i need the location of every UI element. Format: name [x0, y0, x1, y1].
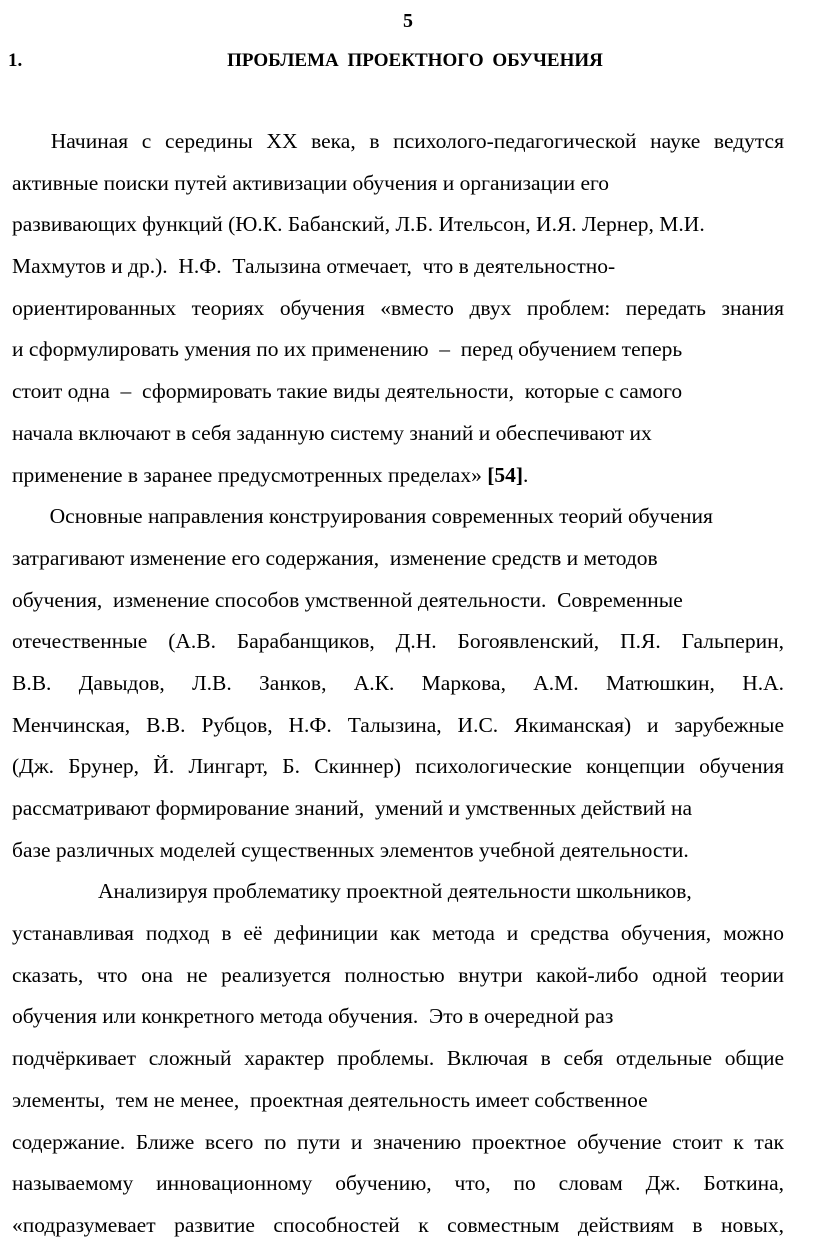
text-line	[12, 746, 784, 788]
text-line	[12, 955, 784, 997]
body-text	[12, 121, 784, 1247]
text-line	[12, 163, 784, 205]
text-line	[12, 1163, 784, 1205]
text-line	[12, 663, 784, 705]
section-heading	[0, 48, 816, 74]
text-line-content: содержание. Ближе всего по пути и значению проектное обучение стоит к так	[12, 1129, 784, 1154]
text-line-content: В.В. Давыдов, Л.В. Занков, А.К. Маркова, А.М. Матюшкин, Н.А.	[12, 670, 784, 695]
text-line	[12, 580, 784, 622]
text-line-content: рассматривают формирование знаний, умений и умственных действий на	[12, 796, 693, 820]
text-line-content: Начиная с середины XX века, в психолого-педагогической науке ведутся	[50, 129, 784, 153]
text-line	[12, 496, 784, 538]
text-line-content: «подразумевает развитие способностей к совместным действиям в новых,	[12, 1212, 784, 1237]
page-number: 5	[403, 10, 413, 32]
text-line-content: стоит одна – сформировать такие виды деятельности, которые с самого	[12, 379, 683, 404]
text-line	[12, 288, 784, 330]
text-line	[12, 1038, 784, 1080]
text-line-content: Менчинская, В.В. Рубцов, Н.Ф. Талызина, И.С. Якиманская) и зарубежные	[12, 712, 784, 737]
text-line	[12, 1080, 784, 1122]
text-line-content: элементы, тем не менее, проектная деятельность имеет собственное	[12, 1087, 648, 1112]
text-line	[12, 913, 784, 955]
text-line-content: Махмутов и др.). Н.Ф. Талызина отмечает, что в деятельностно-	[12, 254, 616, 279]
text-line-content: базе различных моделей существенных элементов учебной деятельности.	[12, 837, 689, 862]
text-line-content: затрагивают изменение его содержания, изменение средств и методов	[12, 545, 658, 570]
text-line	[12, 788, 784, 830]
text-line-suffix: .	[523, 462, 529, 487]
text-line	[12, 705, 784, 747]
text-line-content: (Дж. Брунер, Й. Лингарт, Б. Скиннер) психологические концепции обучения	[12, 754, 784, 779]
text-line	[12, 621, 784, 663]
text-line-content: называемому инновационному обучению, что, по словам Дж. Боткина,	[12, 1171, 784, 1196]
text-line-content: подчёркивает сложный характер проблемы. Включая в себя отдельные общие	[12, 1046, 784, 1071]
text-line	[12, 246, 784, 288]
text-line-content: ориентированных теориях обучения «вместо двух проблем: передать знания	[12, 295, 784, 320]
text-line-content: сказать, что она не реализуется полностью внутри какой-либо одной теории	[12, 962, 784, 987]
text-line-content: и сформулировать умения по их применению – перед обучением теперь	[12, 337, 683, 362]
text-line	[12, 204, 784, 246]
text-line	[12, 996, 784, 1038]
text-line-content: отечественные (А.В. Барабанщиков, Д.Н. Богоявленский, П.Я. Гальперин,	[12, 629, 784, 654]
text-line	[12, 830, 784, 872]
text-line-content: активные поиски путей активизации обучения и организации его	[12, 170, 610, 195]
text-line-content: применение в заранее предусмотренных пределах»	[12, 462, 488, 487]
text-line-content: устанавливая подход в её дефиниции как метода и средства обучения, можно	[12, 921, 784, 946]
text-line	[12, 1205, 784, 1247]
citation-reference: [54]	[487, 462, 524, 487]
text-line-content: Анализируя проблематику проектной деятельности школьников,	[12, 879, 692, 904]
text-line-content: развивающих функций (Ю.К. Бабанский, Л.Б. Ительсон, И.Я. Лернер, М.И.	[12, 212, 705, 237]
text-line	[12, 413, 784, 455]
text-line	[12, 455, 784, 497]
text-line	[12, 538, 784, 580]
text-line	[12, 1122, 784, 1164]
section-title: ПРОБЛЕМА ПРОЕКТНОГО ОБУЧЕНИЯ	[227, 50, 603, 71]
text-line	[12, 371, 784, 413]
text-line-content: обучения, изменение способов умственной деятельности. Современные	[12, 587, 683, 612]
text-line-content: обучения или конкретного метода обучения. Это в очередной раз	[12, 1004, 614, 1029]
text-line	[12, 329, 784, 371]
text-line-content: начала включают в себя заданную систему знаний и обеспечивают их	[12, 420, 652, 445]
text-line-content: Основные направления конструирования современных теорий обучения	[12, 504, 713, 529]
text-line	[12, 121, 784, 163]
section-number: 1.	[8, 50, 23, 71]
text-line	[12, 871, 784, 913]
